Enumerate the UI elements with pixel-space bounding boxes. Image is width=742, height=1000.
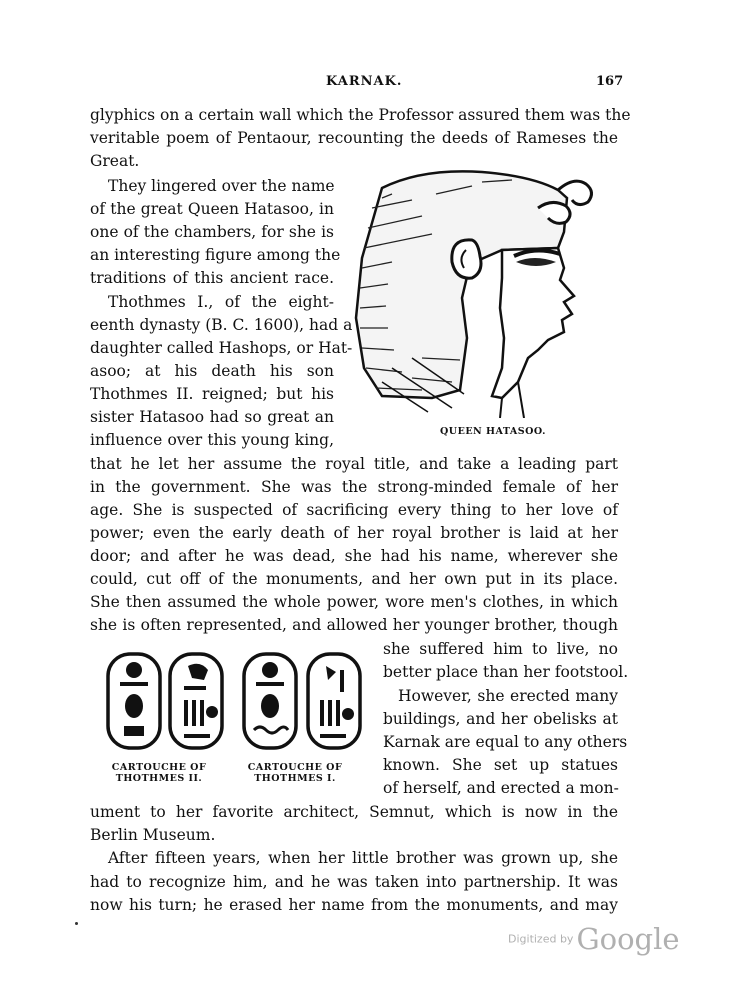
queen-hatasoo-illustration [352, 168, 614, 418]
page-speck [75, 922, 78, 925]
text-line: ument to her favorite architect, Semnut, which is now in the [90, 803, 618, 821]
cartouche-caption-1: CARTOUCHE OF THOTHMES II. [111, 762, 207, 784]
text-line: Karnak are equal to any others [383, 733, 628, 751]
text-line: door; and after he was dead, she had his name, wherever she [90, 547, 618, 565]
google-watermark [508, 922, 680, 962]
cartouches-illustration [104, 650, 366, 754]
text-line: now his turn; he erased her name from the monuments, and may [90, 896, 618, 914]
text-line: After fifteen years, when her little brother was grown up, she [108, 849, 618, 867]
text-line: better place than her footstool. [383, 663, 629, 681]
text-line: They lingered over the name [108, 177, 335, 195]
text-line: in the government. She was the strong-minded female of her [90, 478, 618, 496]
portrait-caption: QUEEN HATASOO. [440, 426, 546, 437]
text-line: had to recognize him, and he was taken into partnership. It was [90, 873, 618, 891]
text-line: age. She is suspected of sacrificing every thing to her love of [90, 501, 618, 519]
text-line: Thothmes I., of the eight- [108, 293, 334, 311]
text-line: she is often represented, and allowed her younger brother, though [90, 616, 618, 634]
text-line: an interesting figure among the [90, 246, 341, 264]
text-line: Berlin Museum. [90, 826, 216, 844]
text-line: of the great Queen Hatasoo, in [90, 200, 334, 218]
cartouche-caption-2: CARTOUCHE OF THOTHMES I. [247, 762, 343, 784]
text-line: she suffered him to live, no [383, 640, 618, 658]
text-line: However, she erected many [398, 687, 618, 705]
text-line: buildings, and her obelisks at [383, 710, 618, 728]
page-header [0, 74, 742, 94]
running-title: KARNAK. [326, 74, 403, 89]
text-line: veritable poem of Pentaour, recounting the deeds of Rameses the [90, 129, 618, 147]
watermark-brand: Google [576, 922, 680, 956]
text-line: traditions of this ancient race. [90, 269, 334, 287]
text-line: She then assumed the whole power, wore men's clothes, in which [90, 593, 618, 611]
queen-hatasoo-portrait [352, 168, 614, 418]
text-line: asoo; at his death his son [90, 362, 334, 380]
text-line: Great. [90, 152, 140, 170]
text-line: daughter called Hashops, or Hat- [90, 339, 353, 357]
text-line: power; even the early death of her royal brother is laid at her [90, 524, 618, 542]
text-line: could, cut off of the monuments, and her own put in its place. [90, 570, 618, 588]
text-line: glyphics on a certain wall which the Professor assured them was the [90, 106, 631, 124]
text-line: influence over this young king, [90, 431, 334, 449]
text-line: eenth dynasty (B. C. 1600), had a [90, 316, 353, 334]
text-line: that he let her assume the royal title, and take a leading part [90, 455, 618, 473]
text-line: of herself, and erected a mon- [383, 779, 619, 797]
text-line: Thothmes II. reigned; but his [90, 385, 334, 403]
text-line: one of the chambers, for she is [90, 223, 334, 241]
cartouches-drawing [104, 650, 366, 754]
text-line: known. She set up statues [383, 756, 618, 774]
watermark-prefix: Digitized by [508, 932, 574, 946]
text-line: sister Hatasoo had so great an [90, 408, 334, 426]
page-number: 167 [596, 74, 624, 89]
